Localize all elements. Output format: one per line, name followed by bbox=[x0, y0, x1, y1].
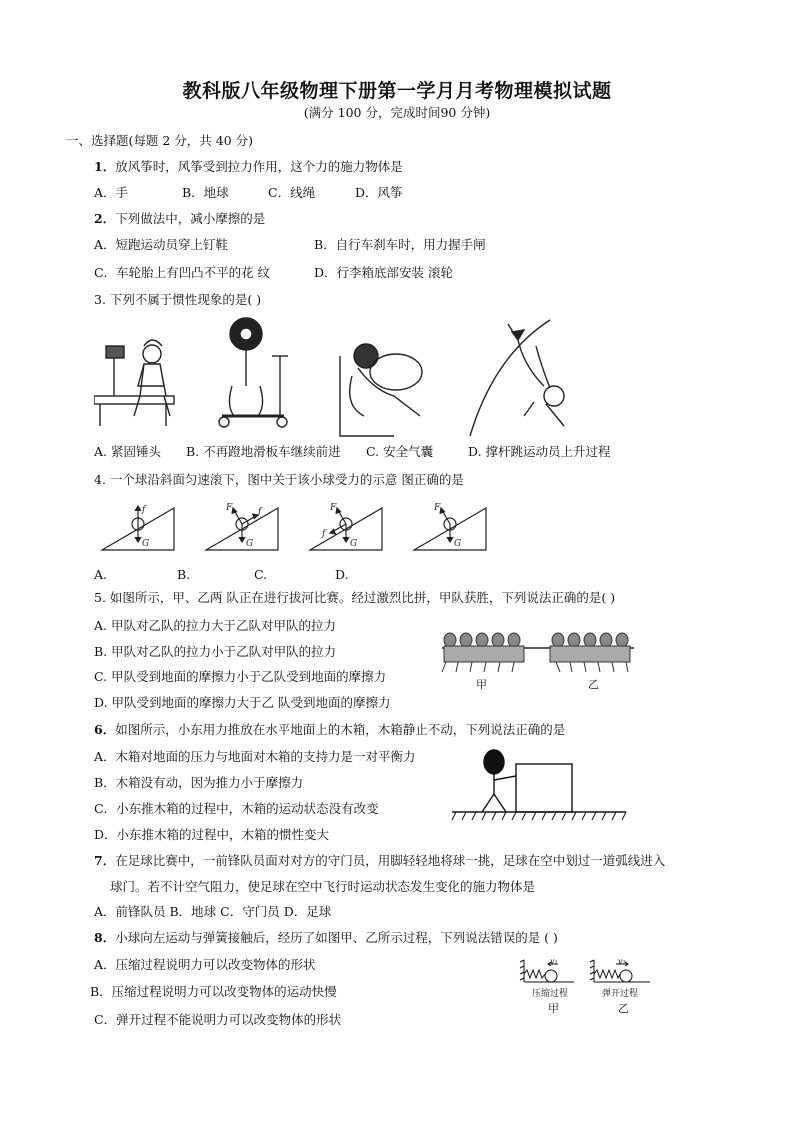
question-4: 4. 一个球沿斜面匀速滚下，图中关于该小球受力的示意 图正确的是 bbox=[94, 472, 464, 487]
question-5: 5. 如图所示，甲、乙两 队正在进行拔河比赛。经过激烈比拼，甲队获胜，下列说法正确的是( ) bbox=[94, 590, 616, 605]
q5-option-b: B. 甲队对乙队的拉力小于乙队对甲队的拉力 bbox=[94, 644, 337, 659]
question-number: 1． bbox=[94, 159, 116, 174]
page-title: 教科版八年级物理下册第一学月月考物理模拟试题 bbox=[182, 80, 612, 102]
force-label-f: f bbox=[142, 505, 146, 515]
spring-ball-illustration bbox=[518, 954, 658, 1018]
force-label-g: G bbox=[454, 539, 462, 549]
q1-option-b: B．地球 bbox=[182, 185, 229, 200]
question-7-continued: 球门。若不计空气阻力，使足球在空中飞行时运动状态发生变化的施力物体是 bbox=[110, 879, 536, 894]
q1-option-a: A．手 bbox=[94, 185, 129, 200]
label-yi: 乙 bbox=[618, 1002, 629, 1015]
q6-option-d: D．小东推木箱的过程中，木箱的惯性变大 bbox=[94, 827, 330, 842]
label-jia: 甲 bbox=[548, 1002, 559, 1015]
q2-option-b: B．自行车刹车时，用力握手闸 bbox=[314, 237, 486, 252]
page-subtitle: (满分 100 分，完成时间90 分钟) bbox=[303, 105, 491, 120]
pole-vault-illustration bbox=[470, 320, 564, 436]
inertia-illustrations bbox=[94, 316, 614, 442]
q5-option-d: D. 甲队受到地面的摩擦力大于乙 队受到地面的摩擦力 bbox=[94, 695, 391, 710]
q4-option-b: B. bbox=[177, 567, 191, 582]
force-label-g: G bbox=[350, 539, 358, 549]
q1-option-c: C．线绳 bbox=[268, 185, 316, 200]
q2-option-c: C．车轮胎上有凹凸不平的花 纹 bbox=[94, 265, 271, 280]
spring-released bbox=[594, 970, 620, 978]
scooter-illustration bbox=[219, 318, 288, 427]
incline-diagram-a bbox=[102, 505, 174, 550]
incline-diagram-c bbox=[310, 503, 382, 550]
force-label-F: F bbox=[434, 503, 441, 513]
q4-option-a: A. bbox=[94, 567, 108, 582]
q5-option-c: C. 甲队受到地面的摩擦力小于乙队受到地面的摩擦力 bbox=[94, 669, 387, 684]
q8-option-c: C．弹开过程不能说明力可以改变物体的形状 bbox=[94, 1012, 342, 1027]
force-label-F: F bbox=[226, 503, 233, 513]
q4-option-d: D. bbox=[335, 567, 349, 582]
q6-option-b: B．木箱没有动，因为推力小于摩擦力 bbox=[94, 775, 304, 790]
question-3: 3. 下列不属于惯性现象的是( ) bbox=[94, 292, 262, 307]
question-stem: 小球向左运动与弹簧接触后，经历了如图甲、乙所示过程，下列说法错误的是 ( ) bbox=[115, 930, 558, 945]
hammer-illustration bbox=[94, 340, 174, 426]
q8-option-a: A．压缩过程说明力可以改变物体的形状 bbox=[94, 957, 316, 972]
question-stem: 在足球比赛中，一前锋队员面对对方的守门员，用脚轻轻地将球一挑，足球在空中划过一道弧线进入 bbox=[115, 853, 666, 868]
wooden-box bbox=[516, 764, 572, 812]
q2-option-d: D．行李箱底部安装 滚轮 bbox=[314, 265, 453, 280]
ball bbox=[545, 970, 557, 982]
question-number: 8． bbox=[94, 930, 116, 945]
caption-release: 弹开过程 bbox=[602, 989, 639, 999]
q7-options: A．前锋队员 B．地球 C．守门员 D．足球 bbox=[94, 904, 332, 919]
airbag-illustration bbox=[340, 344, 422, 436]
q3-option-a: A. 紧固锤头 bbox=[94, 444, 161, 459]
incline-force-diagrams bbox=[100, 500, 500, 556]
spring-compressed bbox=[524, 970, 545, 978]
q2-option-a: A．短跑运动员穿上钉鞋 bbox=[94, 237, 229, 252]
q3-option-c: C. 安全气囊 bbox=[366, 444, 434, 459]
question-1 bbox=[94, 159, 403, 175]
question-stem: 下列做法中，减小摩擦的是 bbox=[115, 211, 266, 226]
team-yi bbox=[550, 633, 630, 672]
q1-option-d: D．风筝 bbox=[355, 185, 403, 200]
push-box-illustration bbox=[450, 748, 630, 824]
team-jia bbox=[442, 633, 524, 672]
velocity-label-v2: v₂ bbox=[618, 957, 626, 966]
question-2 bbox=[94, 211, 265, 227]
question-stem: 如图所示，小东用力推放在水平地面上的木箱，木箱静止不动，下列说法正确的是 bbox=[115, 722, 566, 737]
q6-option-a: A．木箱对地面的压力与地面对木箱的支持力是一对平衡力 bbox=[94, 749, 416, 764]
incline-diagram-b bbox=[206, 503, 278, 550]
question-number: 7． bbox=[94, 853, 116, 868]
question-stem: 放风筝时，风筝受到拉力作用，这个力的施力物体是 bbox=[115, 159, 403, 174]
tug-of-war-illustration bbox=[436, 622, 640, 692]
caption-compress: 压缩过程 bbox=[532, 989, 569, 999]
velocity-label-v1: v₁ bbox=[550, 957, 558, 966]
ball bbox=[620, 970, 632, 982]
label-jia: 甲 bbox=[476, 678, 487, 691]
force-label-F: F bbox=[330, 503, 337, 513]
question-7 bbox=[94, 853, 665, 869]
force-label-f: f bbox=[258, 507, 262, 517]
incline-diagram-d bbox=[414, 503, 486, 550]
q4-option-c: C. bbox=[254, 567, 268, 582]
question-number: 2． bbox=[94, 211, 116, 226]
q8-option-b: B．压缩过程说明力可以改变物体的运动快慢 bbox=[90, 984, 337, 999]
q6-option-c: C．小东推木箱的过程中，木箱的运动状态没有改变 bbox=[94, 801, 379, 816]
question-number: 6． bbox=[94, 722, 116, 737]
force-label-g: G bbox=[246, 539, 254, 549]
force-label-g: G bbox=[142, 539, 150, 549]
force-label-f: f bbox=[322, 529, 326, 539]
q5-option-a: A. 甲队对乙队的拉力大于乙队对甲队的拉力 bbox=[94, 618, 336, 633]
section-heading: 一、选择题(每题 2 分，共 40 分) bbox=[66, 133, 254, 148]
label-yi: 乙 bbox=[588, 678, 599, 691]
q3-option-d: D. 撑杆跳运动员上升过程 bbox=[468, 444, 611, 459]
q3-option-b: B. 不再蹬地滑板车继续前进 bbox=[186, 444, 341, 459]
question-6 bbox=[94, 722, 565, 738]
question-8 bbox=[94, 930, 558, 946]
